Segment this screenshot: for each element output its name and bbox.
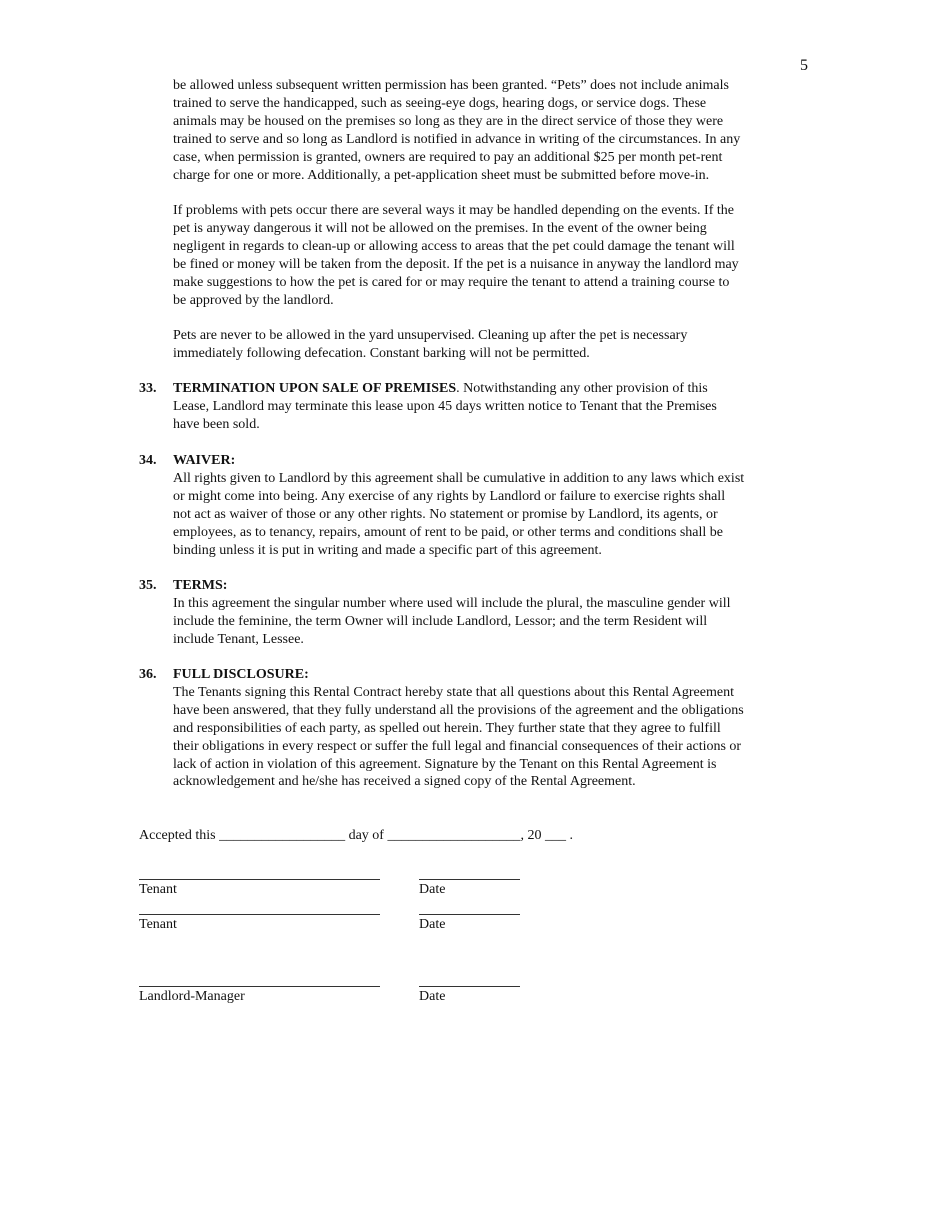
date-2-label: Date bbox=[419, 917, 446, 932]
text-line: include the feminine, the term Owner will include Landlord, Lessor; and the term Resident will bbox=[173, 613, 708, 629]
text-line: include Tenant, Lessee. bbox=[173, 631, 304, 647]
section-34-heading: WAIVER: bbox=[173, 453, 236, 468]
text-line: lack of action in violation of this agreement. Signature by the Tenant on this Rental Agreement is bbox=[173, 756, 717, 772]
text-line: their obligations in every respect or suffer the full legal and financial consequences of their actions or bbox=[173, 738, 742, 754]
pet-problems-paragraph bbox=[173, 202, 823, 309]
date-3-label: Date bbox=[419, 989, 446, 1004]
section-35-body bbox=[173, 577, 823, 649]
section-36-heading: FULL DISCLOSURE: bbox=[173, 667, 309, 682]
text-line: immediately following defecation. Constant barking will not be permitted. bbox=[173, 345, 590, 361]
landlord-manager-label: Landlord-Manager bbox=[139, 989, 245, 1004]
text-line: trained to serve and so long as Landlord is notified in advance in writing of the circumstances. In any bbox=[173, 131, 741, 147]
section-36-number: 36. bbox=[139, 667, 157, 682]
section-33-heading: TERMINATION UPON SALE OF PREMISES bbox=[173, 381, 457, 396]
tenant-1-label: Tenant bbox=[139, 882, 177, 897]
text-line: animals may be housed on the premises so long as they are in the direct service of those they were bbox=[173, 113, 724, 129]
text-line: If problems with pets occur there are several ways it may be handled depending on the events. If the bbox=[173, 203, 734, 218]
text-line: be allowed unless subsequent written permission has been granted. “Pets” does not include animals bbox=[173, 78, 729, 93]
text-line: pet is anyway dangerous it will not be allowed on the premises. In the event of the owner being bbox=[173, 220, 707, 236]
text-line: binding unless it is put in writing and made a specific part of this agreement. bbox=[173, 542, 602, 558]
tenant-1-signature-line[interactable] bbox=[139, 879, 380, 880]
text-line: have been sold. bbox=[173, 416, 260, 432]
section-34-number: 34. bbox=[139, 453, 157, 468]
section-34-body bbox=[173, 452, 823, 559]
date-1-label: Date bbox=[419, 882, 446, 897]
date-2-line[interactable] bbox=[419, 914, 520, 915]
text-line: case, when permission is granted, owners are required to pay an additional $25 per month pet-rent bbox=[173, 149, 723, 165]
tenant-2-label: Tenant bbox=[139, 917, 177, 932]
text-line: be approved by the landlord. bbox=[173, 292, 334, 308]
section-33-body bbox=[173, 380, 823, 434]
pets-intro-paragraph bbox=[173, 77, 823, 184]
date-1-line[interactable] bbox=[419, 879, 520, 880]
page-number: 5 bbox=[800, 57, 808, 74]
text-line: or might come into being. Any exercise of any rights by Landlord or failure to exercise rights shall bbox=[173, 488, 726, 504]
section-33-first-line: . Notwithstanding any other provision of this bbox=[456, 381, 708, 396]
text-line: acknowledgement and he/she has received a signed copy of the Rental Agreement. bbox=[173, 774, 636, 790]
text-line: All rights given to Landlord by this agreement shall be cumulative in addition to any laws which exist bbox=[173, 470, 745, 486]
text-line: The Tenants signing this Rental Contract hereby state that all questions about this Rental Agreement bbox=[173, 684, 734, 700]
text-line: Pets are never to be allowed in the yard unsupervised. Cleaning up after the pet is necessary bbox=[173, 328, 688, 343]
section-33-number: 33. bbox=[139, 381, 157, 396]
accepted-date-line[interactable]: Accepted this __________________ day of ___________________, 20 ___ . bbox=[139, 828, 573, 843]
section-35-number: 35. bbox=[139, 578, 157, 593]
text-line: employees, as to tenancy, repairs, amount of rent to be paid, or other terms and conditions shall be bbox=[173, 524, 723, 540]
text-line: In this agreement the singular number where used will include the plural, the masculine gender will bbox=[173, 595, 731, 611]
text-line: and responsibilities of each party, as spelled out herein. They further state that they agree to fulfill bbox=[173, 720, 721, 736]
landlord-signature-line[interactable] bbox=[139, 986, 380, 987]
text-line: Lease, Landlord may terminate this lease upon 45 days written notice to Tenant that the Premises bbox=[173, 398, 717, 414]
section-35-heading: TERMS: bbox=[173, 578, 228, 593]
section-36-body bbox=[173, 666, 823, 791]
text-line bbox=[173, 380, 823, 398]
date-3-line[interactable] bbox=[419, 986, 520, 987]
text-line: have been answered, that they fully understand all the provisions of the agreement and the obligations bbox=[173, 702, 744, 718]
text-line: not act as waiver of those or any other rights. No statement or promise by Landlord, its agents, or bbox=[173, 506, 718, 522]
tenant-2-signature-line[interactable] bbox=[139, 914, 380, 915]
text-line: be fined or money will be taken from the deposit. If the pet is a nuisance in anyway the landlord may bbox=[173, 256, 739, 272]
text-line: trained to serve the handicapped, such as seeing-eye dogs, hearing dogs, or service dogs. These bbox=[173, 95, 707, 111]
pet-yard-paragraph bbox=[173, 327, 823, 363]
text-line: negligent in regards to clean-up or allowing access to areas that the pet could damage the tenant will bbox=[173, 238, 735, 254]
text-line: charge for one or more. Additionally, a pet-application sheet must be submitted before move-in. bbox=[173, 167, 710, 183]
text-line: make suggestions to how the pet is cared for or may require the tenant to attend a training course to bbox=[173, 274, 730, 290]
